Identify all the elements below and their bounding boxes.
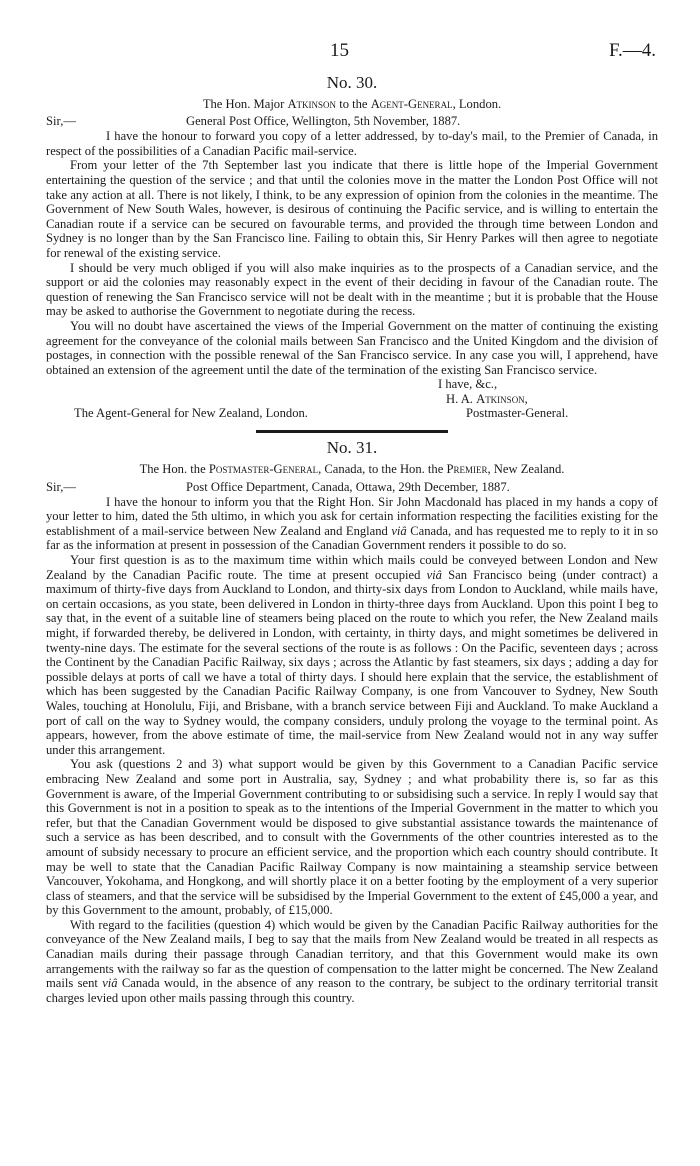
page-content — [46, 73, 658, 1005]
signer-title: Postmaster-General. — [466, 406, 569, 421]
addressee: The Agent-General for New Zealand, London. — [74, 406, 308, 421]
office-date: Post Office Department, Canada, Ottawa, 29th December, 1887. — [186, 479, 510, 494]
page-header — [0, 40, 700, 64]
letter-heading: The Hon. Major Atkinson to the Agent-General, London. — [202, 96, 502, 111]
paragraph: I have the honour to forward you copy of a letter addressed, by to-day's mail, to the Premier of Canada, in respect of the possibilities of a Canadian Pacific mail-service. — [46, 129, 658, 158]
paragraph: From your letter of the 7th September last you indicate that there is little hope of the Imperial Government entertaining the question of the service ; and that until the colonies move in the matter the London Post Office will not take any action at all. There is not likely, I think, to be any expression of opinion from the colonies in the meantime. The Government of New South Wales, however, is desirous of continuing the Pacific service, and is willing to entertain the Canadian route if a service can be secured on favourable terms, and provided the through time between London and Sydney is no longer than by the San Francisco line. Failing to obtain this, Sir Henry Parkes will then agree to negotiate for renewal of the existing service. — [46, 158, 658, 260]
letter-number: No. 31. — [326, 438, 378, 458]
paragraph: With regard to the facilities (question 4) which would be given by the Canadian Pacific Railway authorities for the conveyance of the New Zealand mails, I beg to say that the mails from New Zealand would be treated in all respects as Canadian mails during their passage through Canadian territory, and that this Government would make its own arrangements with the railway so far as the question of compensation to the latter might be concerned. The New Zealand mails sent viâ Canada would, in the absence of any reason to the contrary, be subject to the ordinary territorial transit charges levied upon other mails passing through this country. — [46, 917, 658, 1005]
page-number: 15 — [330, 40, 349, 61]
paragraph: I have the honour to inform you that the Right Hon. Sir John Macdonald has placed in my hands a copy of your letter to him, dated the 5th ultimo, in which you ask for certain information respecting the facilities existing for the establishment of a mail-service between New Zealand and England viâ Canada, and has requested me to reply to it in so far as the information at present in possession of the Canadian Government renders it possible to do so. — [46, 494, 658, 553]
salutation-line — [46, 480, 658, 495]
signature: H. A. Atkinson, — [446, 391, 528, 406]
closing: I have, &c., — [438, 377, 498, 392]
letter-number: No. 30. — [326, 73, 378, 92]
paragraph: You ask (questions 2 and 3) what support would be given by this Government to a Canadian Pacific service embracing New Zealand and some port in Australia, say, Sydney ; and what probability there is, so far as this Government is aware, of the Imperial Government contributing to or subsidising such a service. In reply I would say that this Government is not in a position to speak as to the intentions of the Imperial Government in the matter to which you refer, but that the Canadian Government would be disposed to give substantial assistance towards the maintenance of such a service as has been described, and to consult with the Governments of the other countries interested as to the amount of subsidy necessary to procure an efficient service, and the proportion which each country should contribute. It may be well to state that the Canadian Pacific Railway Company is now maintaining a steamship service between Vancouver, Yokohama, and Hongkong, and will shortly place it on a better footing by the employment of a very superior class of steamers, and that the service will be subsidised by the Imperial Government to the extent of £45,000 a year, and by this Government to the amount, probably, of £15,000. — [46, 757, 658, 918]
paragraph: Your first question is as to the maximum time within which mails could be conveyed between London and New Zealand by the Canadian Pacific route. The time at present occupied viâ San Francisco being (under contract) a maximum of thirty-five days from Auckland to London, and thirty-six days from London to Auckland, while mails have, on certain occasions, as you state, been delivered in London in thirty-three days from Auckland. Upon this point I beg to say that, in the event of a suitable line of steamers being placed on the route to which you refer, the New Zealand mails might, if forwarded thereby, be delivered in London, with certainty, in thirty days, and might sometimes be delivered in twenty-nine days. The estimate for the several sections of the route is as follows : On the Pacific, seventeen days ; across the Continent by the Canadian Pacific Railway, six days ; across the Atlantic by fast steamers, six days ; adding a day for possible delays at ports of call we have a total of thirty days. I should here explain that the service, the establishment of which has been suggested by the Canadian Pacific Railway Company, is one from Vancouver to Sydney, New South Wales, touching at Honolulu, Fiji, and Brisbane, with a branch service between Fiji and Auckland. To make Auckland a port of call on the way to Sydney would, the company considers, unduly prolong the voyage to the terminal point. As appears, however, from the above estimate of time, the mail-service from New Zealand would not in any way suffer under this arrangement. — [46, 553, 658, 757]
paragraph: You will no doubt have ascertained the views of the Imperial Government on the matter of continuing the existing agreement for the conveyance of the colonial mails between San Francisco and the United Kingdom and the division of postages, in connection with the possible renewal of the San Francisco service. In any case you will, I apprehend, have obtained an extension of the agreement until the date of the termination of the existing San Francisco service. — [46, 318, 658, 377]
letter-heading: The Hon. the Postmaster-General, Canada, to the Hon. the Premier, New Zealand. — [139, 462, 565, 477]
salutation: Sir,— — [46, 114, 76, 129]
section-divider — [256, 430, 448, 433]
salutation-line — [46, 114, 658, 129]
salutation: Sir,— — [46, 479, 76, 494]
paragraph: I should be very much obliged if you will also make inquiries as to the prospects of a Canadian service, and the support or aid the colonies may reasonably expect in the event of their deciding in favour of the Canadian route. The question of renewing the San Francisco service will not be dealt with in the meantime ; but it is probable that the House may be asked to authorise the Government to negotiate during the recess. — [46, 260, 658, 319]
document-reference: F.—4. — [608, 40, 656, 61]
addressee-line — [46, 406, 658, 422]
office-date: General Post Office, Wellington, 5th November, 1887. — [186, 114, 461, 129]
